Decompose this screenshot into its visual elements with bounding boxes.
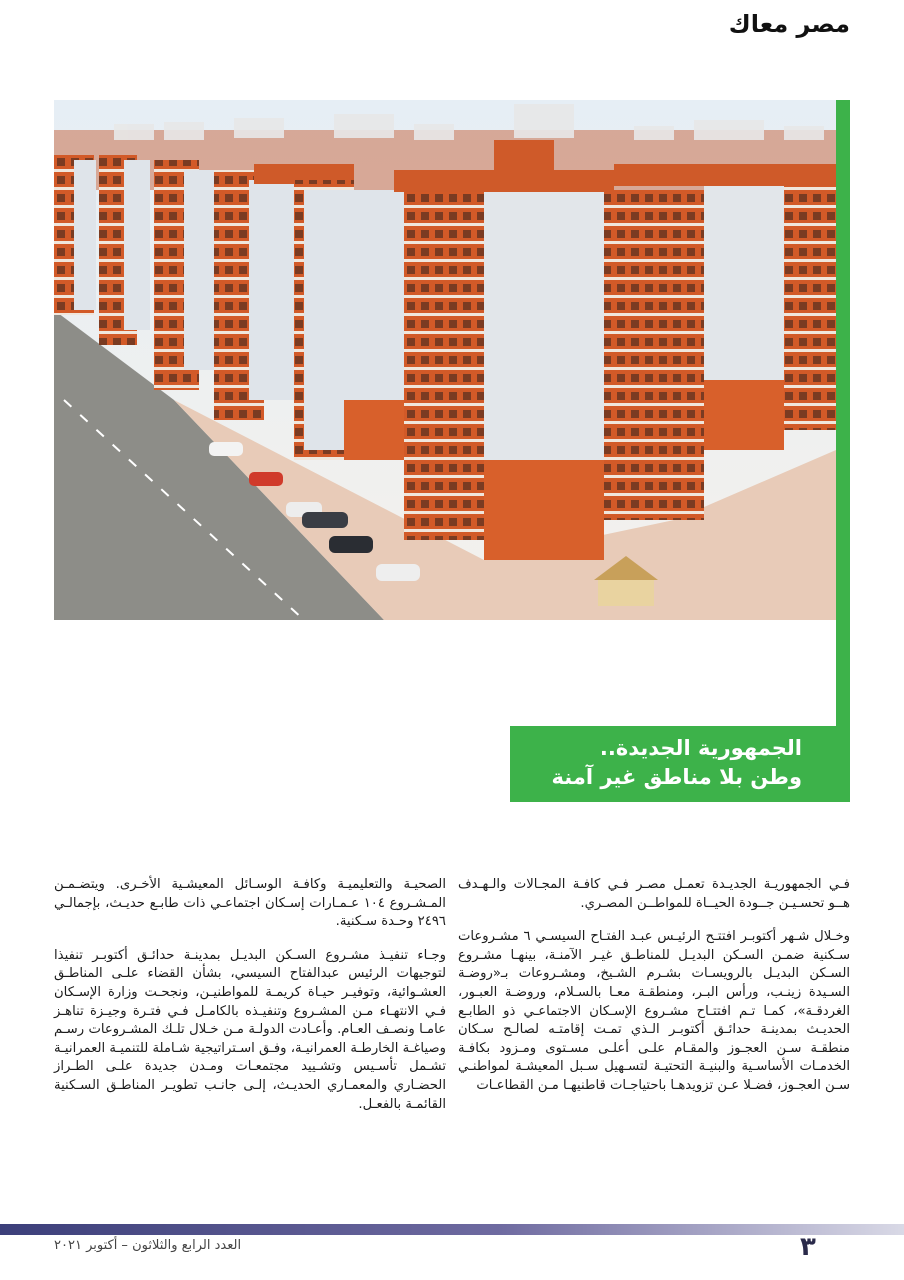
paragraph: وجـاء تنفيـذ مشـروع السـكن البديـل بمدينـة حدائـق أكتوبـر تنفيذا لتوجيهات الرئيس عبدالفتاح السيسي، بشأن القضاء علـى المناطـق العشـوائية، وتوفيـر حيـاة كريمـة للمواطنيـن، ونجحـت وزارة الإسـكان فـي الانتهـاء مـن المشـروع وتنفيـذه بالكامـل فـي فتـرة وجيـزة تناهـز عامـا ونصـف العـام. وأعـادت الدولـة مـن خـلال تلـك المشـروعات رسـم وصياغـة الخارطـة العمرانيـة، وفـق اسـتراتيجية شـاملة للتنميـة العمرانيـة تشـمل تأسـيس وتشـييد مجتمعـات ومـدن جديدة علـى الطـراز الحضـاري والمعمـاري الحديـث، إلـى جانـب تطويـر المناطـق السـكنية القائمـة بالفعـل.	[54, 947, 446, 1112]
issue-info: العدد الرابع والثلاثون – أكتوبر ٢٠٢١	[54, 1238, 242, 1253]
article-left-column	[54, 876, 446, 1129]
headline-box	[510, 726, 850, 802]
green-accent-bar	[836, 100, 850, 802]
page-number: ٣	[800, 1232, 816, 1262]
headline-line-1: الجمهورية الجديدة..	[599, 736, 802, 760]
paragraph: وخـلال شـهر أكتوبـر افتتـح الرئيـس عبـد الفتـاح السيسـي ٦ مشـروعات سـكنية ضمـن السـكن البديـل للمناطـق غيـر الآمنـة، بينهـا مشـروع السـكن البديـل بالرويسـات بشـرم الشـيخ، ومشـروعات بـ«روضـة السـيدة زينـب، ورأس البـر، ومنطقـة معـا بالسـلام، وروضـة العبـور، الغردقـة»، كمـا تـم افتتـاح مشـروع الإسـكان الاجتماعـي ذو الطابـع الحديـث بمدينـة حدائـق أكتوبـر الـذي تمـت إقامتـه لصالـح سـكان منطقـة سـن العجـوز والمقـام علـى أعلـى مسـتوى ومـزود بكافـة الخدمـات الأساسـية والبنيـة التحتيـة لتسـهيل سـبل المعيشـة لمواطنـي سـن العجـوز، فضـلا عـن تزويدهـا باحتياجـات قاطنيهـا مـن القطاعـات	[458, 929, 850, 1093]
footer-bar	[0, 1224, 904, 1235]
paragraph: فـي الجمهوريـة الجديـدة تعمـل مصـر فـي كافـة المجـالات والـهـدف هــو تحسـيـن جــودة الحيــاة للمواطــن المصـري.	[458, 877, 850, 911]
paragraph: الصحيـة والتعليميـة وكافـة الوسـائل المعيشـية الأخـرى. ويتضـمـن المـشـروع ١٠٤ عـمـارات إسـكان اجتماعـي ذات طابـع حديـث، بإجمالـي ٢٤٩٦ وحـدة سـكنية.	[54, 877, 446, 930]
headline-line-2: وطن بلا مناطق غير آمنة	[551, 765, 802, 789]
section-title: مصر معاك	[728, 10, 850, 38]
housing-photo	[54, 100, 836, 620]
article-right-column	[458, 876, 850, 1111]
